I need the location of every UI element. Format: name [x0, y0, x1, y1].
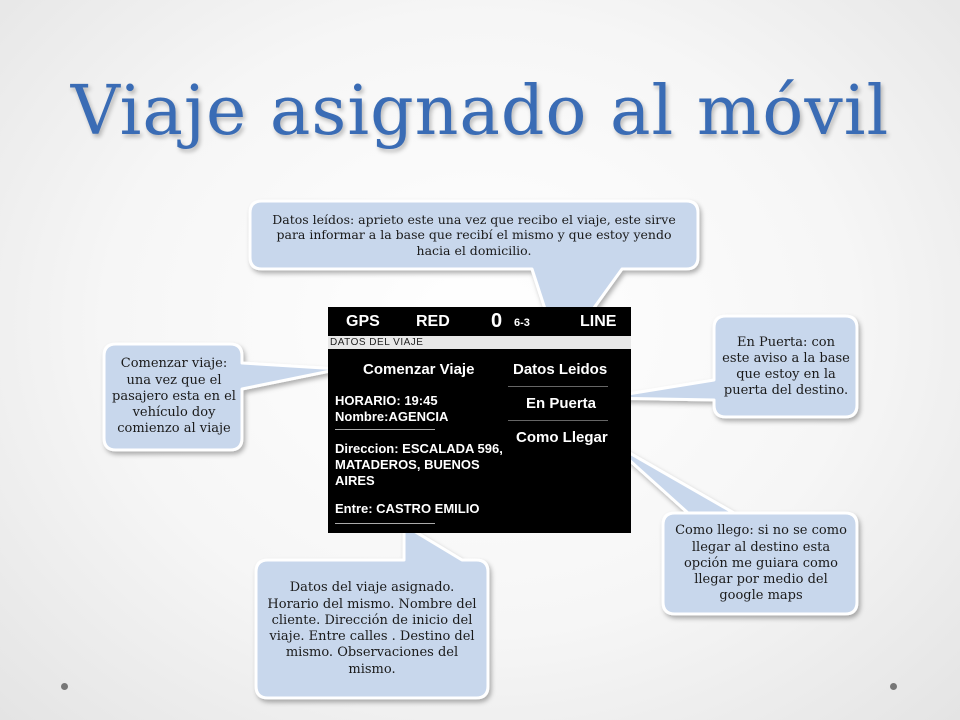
prev-slide-dot[interactable] [61, 683, 68, 690]
code-label: 6-3 [514, 317, 530, 329]
callout-comenzar-viaje: Comenzar viaje: una vez que el pasajero esta en el vehículo doy comienzo al viaje [112, 356, 236, 437]
section-label: DATOS DEL VIAJE [328, 336, 631, 349]
horario-text: HORARIO: 19:45 [335, 393, 438, 408]
status-bar [328, 307, 631, 337]
device-screen [328, 307, 631, 533]
divider [508, 386, 608, 387]
callout-como-llego: Como llego: si no se como llegar al destino esta opción me guiara como llegar por medio del google maps [675, 523, 847, 604]
callout-en-puerta: En Puerta: con este aviso a la base que estoy en la puerta del destino. [722, 334, 850, 399]
direccion-line-2: MATADEROS, BUENOS [335, 457, 480, 472]
divider [335, 523, 435, 524]
red-status: RED [416, 313, 450, 330]
slide-title: Viaje asignado al móvil [70, 72, 890, 151]
entre-calles-text: Entre: CASTRO EMILIO [335, 501, 480, 516]
como-llegar-button[interactable]: Como Llegar [516, 429, 608, 446]
line-status: LINE [580, 313, 617, 330]
callout-datos-leidos: Datos leídos: aprieto este una vez que recibo el viaje, este sirve para informar a la base que recibí el mismo y que estoy yendo hacia el domicilio. [272, 211, 676, 258]
gps-status: GPS [346, 313, 380, 330]
datos-leidos-button[interactable]: Datos Leidos [513, 361, 608, 378]
divider [508, 420, 608, 421]
divider [335, 429, 435, 430]
en-puerta-button[interactable]: En Puerta [526, 395, 597, 412]
callout-datos-viaje: Datos del viaje asignado. Horario del mismo. Nombre del cliente. Dirección de inicio del viaje. Entre calles . Destino del mismo. Observaciones del mismo. [267, 580, 477, 677]
direccion-line-3: AIRES [335, 473, 375, 488]
next-slide-dot[interactable] [890, 683, 897, 690]
count-badge: 0 [491, 310, 503, 332]
direccion-line-1: Direccion: ESCALADA 596, [335, 441, 503, 456]
comenzar-viaje-button[interactable]: Comenzar Viaje [363, 361, 475, 378]
nombre-text: Nombre:AGENCIA [335, 409, 449, 424]
